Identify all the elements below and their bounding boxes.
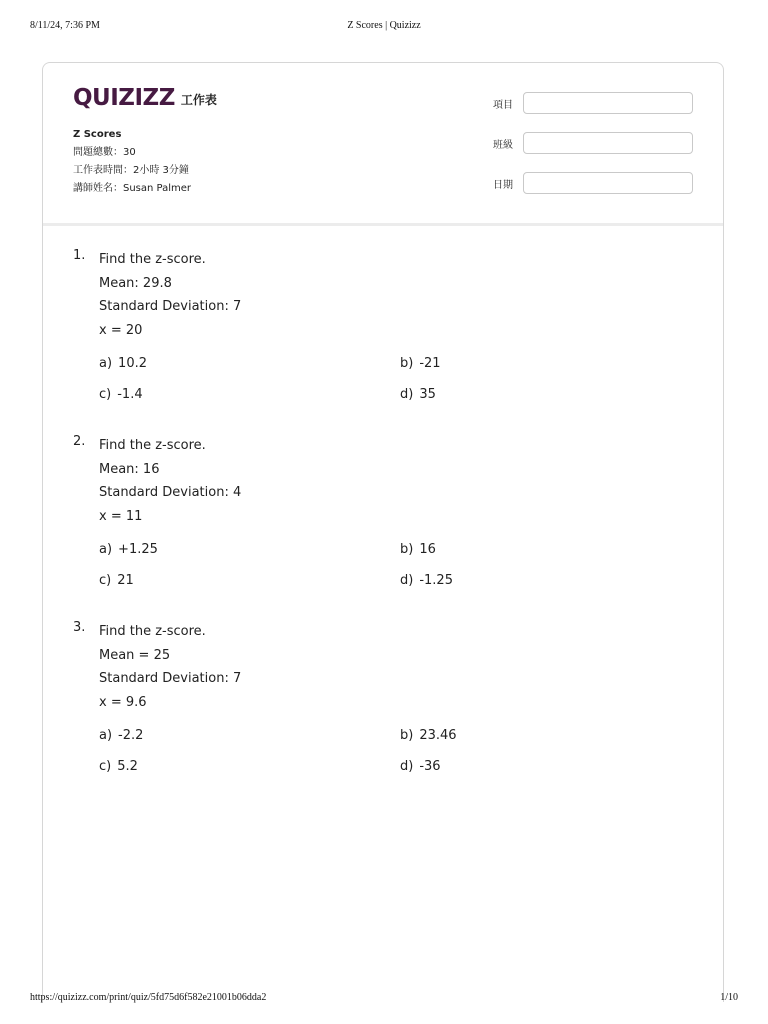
answer-option xyxy=(400,757,693,776)
option-text: -21 xyxy=(419,356,441,371)
instructor-name: 講師姓名：Susan Palmer xyxy=(73,183,192,194)
student-field-input[interactable] xyxy=(523,132,693,154)
question-text xyxy=(99,620,693,714)
option-letter: c) xyxy=(99,759,112,774)
question-list xyxy=(73,248,693,806)
option-letter: b) xyxy=(400,542,414,557)
option-text: -1.25 xyxy=(419,573,453,588)
option-letter: d) xyxy=(400,387,414,402)
worksheet-sheet xyxy=(42,62,724,1002)
print-header xyxy=(0,20,768,34)
worksheet-header xyxy=(43,63,723,226)
option-text: -1.4 xyxy=(117,387,143,402)
answer-option xyxy=(99,540,400,559)
question-number: 3. xyxy=(73,620,86,635)
option-letter: a) xyxy=(99,542,113,557)
question-count: 問題總數：30 xyxy=(73,147,136,158)
answer-options xyxy=(99,726,693,776)
question-line: x = 9.6 xyxy=(99,694,147,710)
option-letter: a) xyxy=(99,728,113,743)
question-line: x = 11 xyxy=(99,508,143,524)
question-text xyxy=(99,248,693,342)
question-line: x = 20 xyxy=(99,322,143,338)
student-field-label: 日期 xyxy=(493,179,513,191)
student-field-row xyxy=(493,171,693,195)
print-url: https://quizizz.com/print/quiz/5fd75d6f582e21001b06dda2 xyxy=(30,992,267,1003)
option-text: 16 xyxy=(419,542,436,557)
option-text: -36 xyxy=(419,759,441,774)
answer-options xyxy=(99,540,693,590)
option-letter: d) xyxy=(400,759,414,774)
question-number: 2. xyxy=(73,434,86,449)
student-field-label: 班級 xyxy=(493,139,513,151)
answer-option xyxy=(400,571,693,590)
option-text: 10.2 xyxy=(118,356,147,371)
student-fields xyxy=(493,91,693,211)
option-text: 35 xyxy=(419,387,436,402)
question-line: Find the z-score. xyxy=(99,624,206,639)
answer-option xyxy=(99,757,400,776)
print-page-number: 1/10 xyxy=(720,992,738,1003)
option-letter: d) xyxy=(400,573,414,588)
question-line: Mean = 25 xyxy=(99,647,171,663)
option-letter: c) xyxy=(99,573,112,588)
option-letter: b) xyxy=(400,728,414,743)
print-footer xyxy=(0,992,768,1006)
answer-options xyxy=(99,354,693,404)
student-field-row xyxy=(493,91,693,115)
question-text xyxy=(99,434,693,528)
answer-option xyxy=(99,726,400,745)
answer-option xyxy=(99,571,400,590)
question-line: Mean: 29.8 xyxy=(99,275,172,291)
option-text: -2.2 xyxy=(118,728,144,743)
logo-wordmark: QUIZIZZ xyxy=(73,85,175,111)
option-letter: c) xyxy=(99,387,112,402)
worksheet-title: Z Scores xyxy=(73,129,122,140)
answer-option xyxy=(400,385,693,404)
question-line: Find the z-score. xyxy=(99,438,206,453)
answer-option xyxy=(400,540,693,559)
answer-option xyxy=(400,354,693,373)
question-number: 1. xyxy=(73,248,86,263)
option-letter: a) xyxy=(99,356,113,371)
answer-option xyxy=(400,726,693,745)
student-field-input[interactable] xyxy=(523,172,693,194)
option-text: 21 xyxy=(117,573,134,588)
question-line: Mean: 16 xyxy=(99,461,160,477)
option-text: 23.46 xyxy=(419,728,457,743)
student-field-row xyxy=(493,131,693,155)
quizizz-logo xyxy=(73,85,217,111)
question-line: Standard Deviation: 7 xyxy=(99,299,242,314)
option-text: 5.2 xyxy=(117,759,138,774)
student-field-label: 項目 xyxy=(493,99,513,111)
student-field-input[interactable] xyxy=(523,92,693,114)
question-line: Standard Deviation: 7 xyxy=(99,671,242,686)
question-item xyxy=(73,620,693,776)
answer-option xyxy=(99,354,400,373)
question-item xyxy=(73,434,693,590)
option-text: +1.25 xyxy=(118,542,158,557)
answer-option xyxy=(99,385,400,404)
worksheet-meta xyxy=(73,126,191,198)
print-datetime: 8/11/24, 7:36 PM xyxy=(30,20,100,31)
question-line: Find the z-score. xyxy=(99,252,206,267)
option-letter: b) xyxy=(400,356,414,371)
print-page-title: Z Scores | Quizizz xyxy=(347,20,421,31)
question-item xyxy=(73,248,693,404)
question-line: Standard Deviation: 4 xyxy=(99,485,242,500)
logo-sub-label: 工作表 xyxy=(180,93,217,107)
worksheet-time: 工作表時間：2小時 3分鐘 xyxy=(73,165,189,176)
